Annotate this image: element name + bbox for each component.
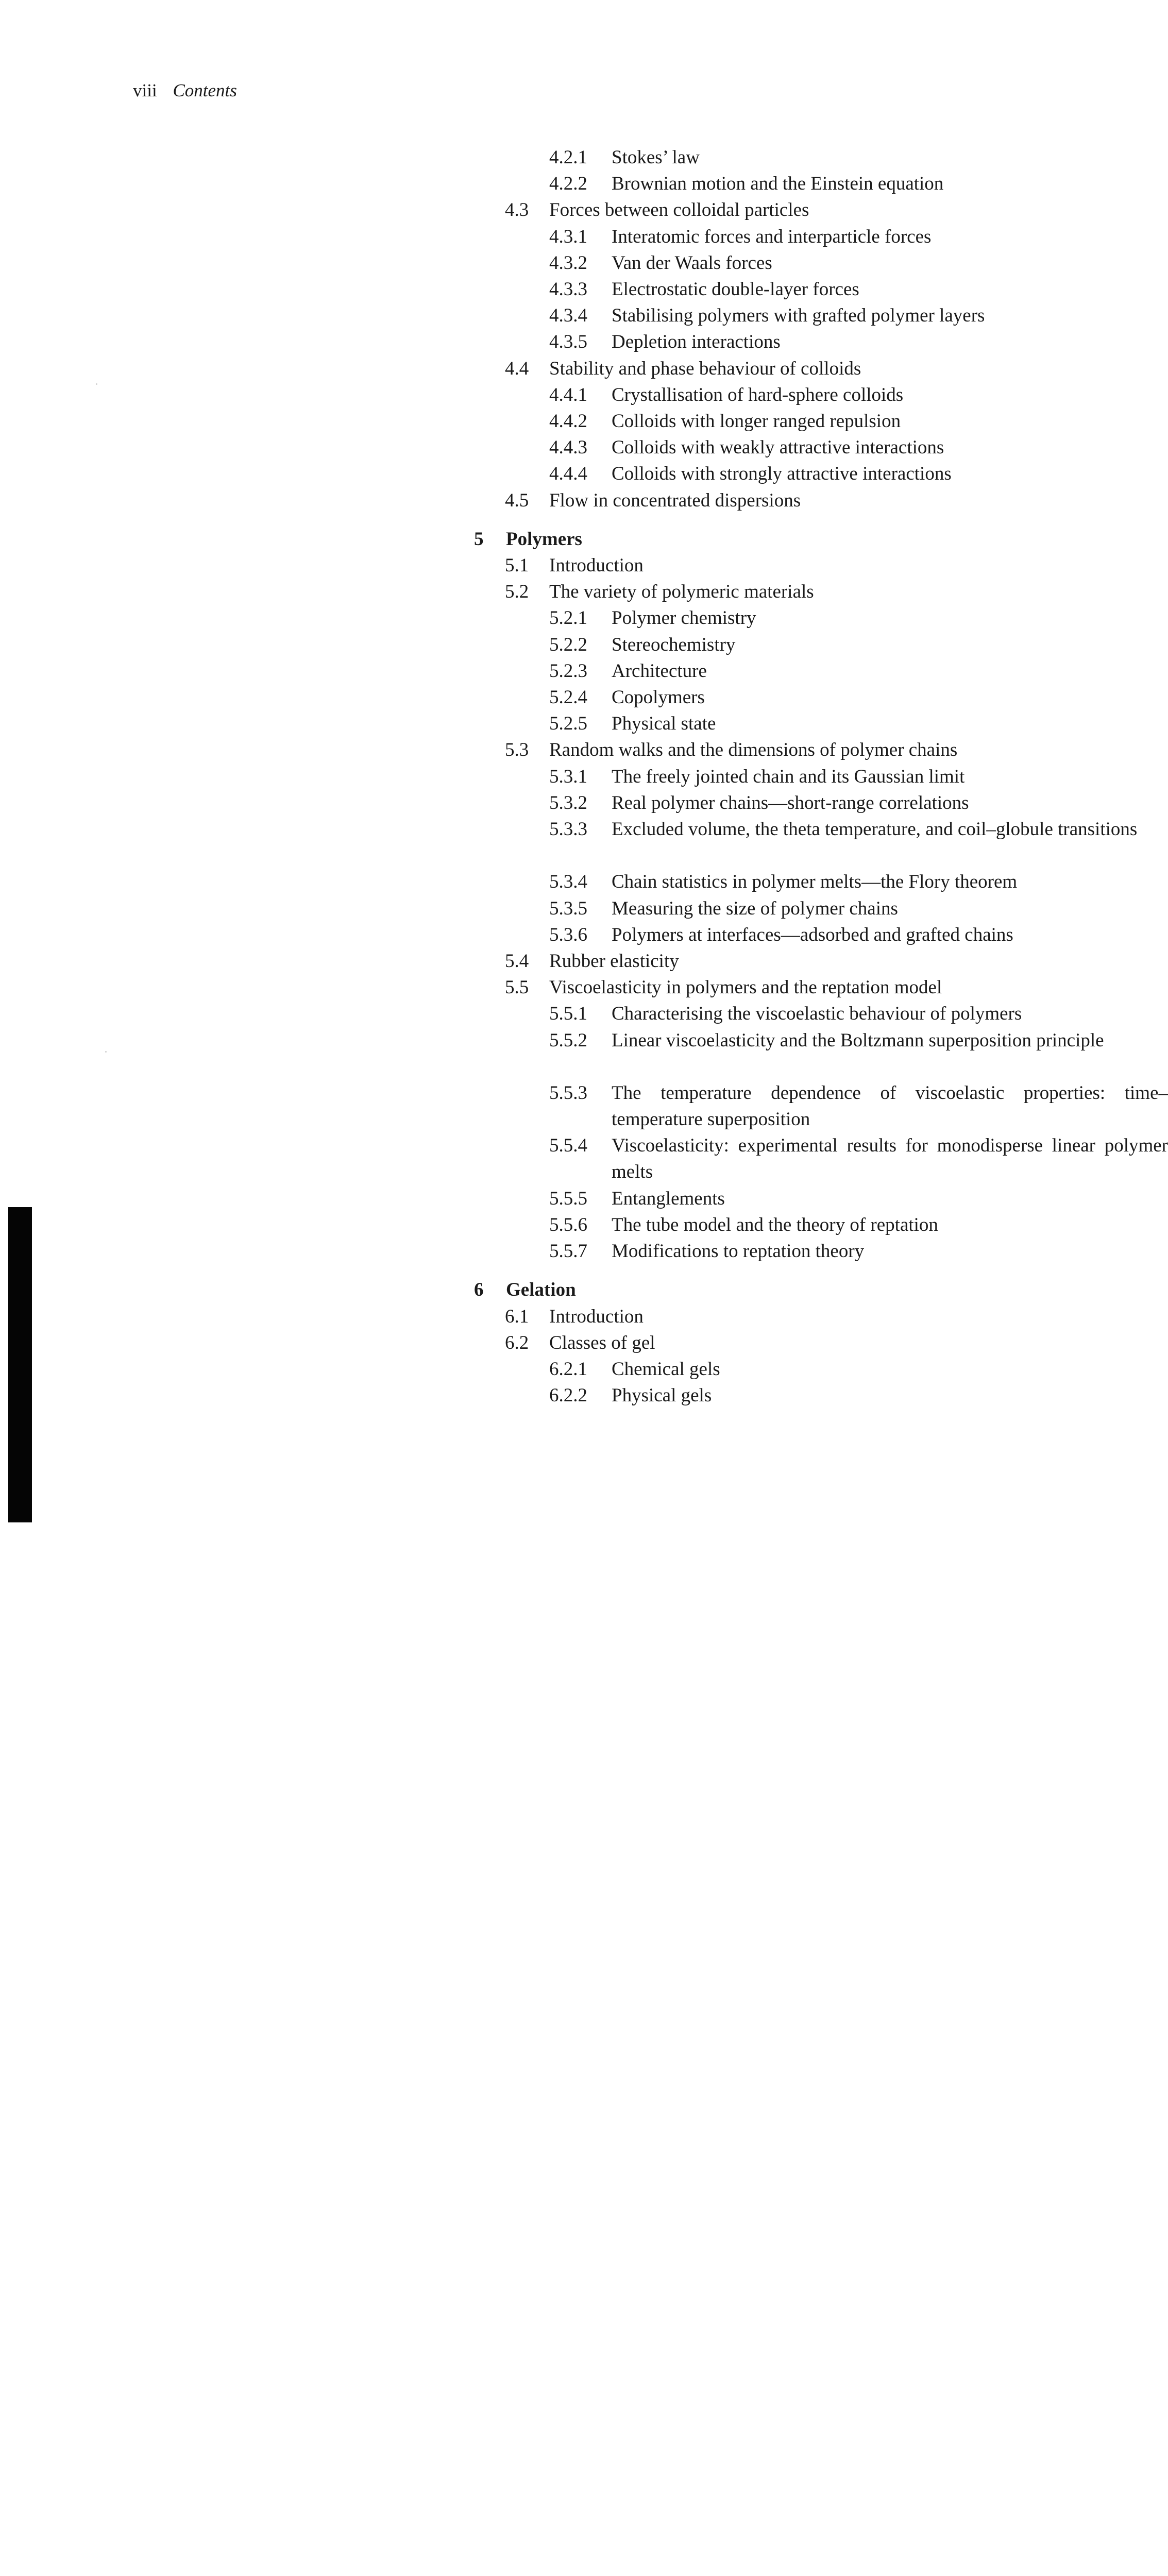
toc-subsection[interactable] <box>549 461 952 487</box>
toc-number: 4.4.1 <box>549 384 587 405</box>
toc-title: Classes of gel <box>549 1332 655 1353</box>
toc-section[interactable] <box>505 1330 655 1356</box>
toc-number: 5.3.5 <box>549 898 587 919</box>
toc-subsection[interactable] <box>549 869 1017 895</box>
toc-title: Stability and phase behaviour of colloids <box>549 358 861 379</box>
toc-subsection[interactable] <box>549 684 705 710</box>
toc-number: 4.3.2 <box>549 252 587 274</box>
toc-title: Viscoelasticity in polymers and the reptation model <box>549 977 942 998</box>
toc-title: Gelation <box>506 1279 576 1300</box>
toc-title: Copolymers <box>612 687 705 708</box>
toc-subsection[interactable] <box>549 1027 1168 1054</box>
toc-title: The variety of polymeric materials <box>549 581 814 602</box>
toc-number: 6 <box>474 1279 484 1300</box>
toc-number: 5.5.3 <box>549 1082 587 1104</box>
toc-subsection[interactable] <box>549 250 772 276</box>
toc-number: 4.2.1 <box>549 147 587 168</box>
toc-title: Crystallisation of hard-sphere colloids <box>612 384 904 405</box>
toc-subsection[interactable] <box>549 1382 712 1409</box>
toc-subsection[interactable] <box>549 329 781 355</box>
toc-subsection[interactable] <box>549 658 707 684</box>
toc-title: The temperature dependence of viscoelastic properties: time–temperature superposition <box>612 1082 1168 1130</box>
toc-section[interactable] <box>505 974 942 1001</box>
toc-subsection[interactable] <box>549 1132 1168 1185</box>
toc-title: Brownian motion and the Einstein equation <box>612 173 944 194</box>
toc-title: Real polymer chains—short-range correlations <box>612 792 969 814</box>
toc-number: 4.3.1 <box>549 226 587 247</box>
toc-number: 5.5.2 <box>549 1030 587 1051</box>
toc-number: 5.3 <box>505 739 529 760</box>
toc-subsection[interactable] <box>549 276 859 302</box>
toc-title: Stereochemistry <box>612 634 736 655</box>
toc-title: Van der Waals forces <box>612 252 772 274</box>
toc-number: 5.5.7 <box>549 1241 587 1262</box>
toc-number: 4.3.3 <box>549 279 587 300</box>
toc-subsection[interactable] <box>549 224 931 250</box>
toc-number: 5.1 <box>505 555 529 576</box>
toc-number: 5.5.5 <box>549 1188 587 1209</box>
toc-title: Electrostatic double-layer forces <box>612 279 859 300</box>
toc-title: Chain statistics in polymer melts—the Flory theorem <box>612 871 1018 892</box>
toc-subsection[interactable] <box>549 632 735 658</box>
running-title: Contents <box>173 80 237 100</box>
toc-number: 5.5.4 <box>549 1135 587 1156</box>
toc-title: Rubber elasticity <box>549 951 679 972</box>
toc-number: 5.5.1 <box>549 1003 587 1024</box>
toc-title: Architecture <box>612 660 707 682</box>
toc-number: 5.3.3 <box>549 819 587 840</box>
toc-number: 5.4 <box>505 951 529 972</box>
toc-title: Introduction <box>549 555 644 576</box>
toc-number: 5.3.2 <box>549 792 587 814</box>
toc-title: Physical gels <box>612 1385 712 1406</box>
toc-title: The tube model and the theory of reptation <box>612 1214 938 1235</box>
toc-subsection[interactable] <box>549 408 901 434</box>
toc-title: Viscoelasticity: experimental results for monodisperse linear polymer melts <box>612 1135 1168 1182</box>
toc-title: Measuring the size of polymer chains <box>612 898 898 919</box>
toc-subsection[interactable] <box>549 1185 725 1212</box>
toc-section[interactable] <box>505 197 809 223</box>
toc-number: 6.1 <box>505 1306 529 1327</box>
toc-number: 4.4.3 <box>549 437 587 458</box>
toc-subsection[interactable] <box>549 922 1013 948</box>
toc-number: 4.5 <box>505 490 529 511</box>
scan-speck <box>105 1051 107 1053</box>
page-number: viii <box>133 80 157 100</box>
toc-subsection[interactable] <box>549 1001 1022 1027</box>
toc-number: 4.3.5 <box>549 331 587 352</box>
toc-number: 5.3.1 <box>549 766 587 787</box>
toc-number: 4.3.4 <box>549 305 587 326</box>
toc-subsection[interactable] <box>549 790 969 816</box>
toc-number: 5.3.4 <box>549 871 587 892</box>
toc-subsection[interactable] <box>549 171 943 197</box>
toc-number: 6.2.1 <box>549 1359 587 1380</box>
toc-number: 5.2.5 <box>549 713 587 734</box>
toc-section[interactable] <box>505 552 644 579</box>
toc-subsection[interactable] <box>549 434 944 461</box>
scan-speck <box>96 383 97 385</box>
toc-title: Excluded volume, the theta temperature, and coil–globule transitions <box>612 819 1138 840</box>
toc-number: 5.2.3 <box>549 660 587 682</box>
toc-title: Stokes’ law <box>612 147 700 168</box>
toc-subsection[interactable] <box>549 1356 720 1382</box>
toc-title: Chemical gels <box>612 1359 720 1380</box>
toc-subsection[interactable] <box>549 1080 1168 1132</box>
toc-section[interactable] <box>505 355 861 382</box>
toc-number: 5.5 <box>505 977 529 998</box>
toc-number: 6.2.2 <box>549 1385 587 1406</box>
toc-number: 4.4.2 <box>549 411 587 432</box>
toc-title: Modifications to reptation theory <box>612 1241 865 1262</box>
toc-subsection[interactable] <box>549 144 700 171</box>
toc-title: Colloids with strongly attractive interactions <box>612 463 952 484</box>
toc-subsection[interactable] <box>549 1238 864 1264</box>
toc-title: The freely jointed chain and its Gaussian limit <box>612 766 965 787</box>
toc-number: 5.2.2 <box>549 634 587 655</box>
toc-subsection[interactable] <box>549 302 985 329</box>
toc-title: Colloids with weakly attractive interactions <box>612 437 944 458</box>
toc-number: 5 <box>474 529 484 550</box>
toc-subsection[interactable] <box>549 816 1168 842</box>
toc-subsection[interactable] <box>549 710 716 737</box>
toc-title: Characterising the viscoelastic behaviour of polymers <box>612 1003 1022 1024</box>
toc-section[interactable] <box>505 579 814 605</box>
toc-number: 4.3 <box>505 199 529 221</box>
toc-title: Depletion interactions <box>612 331 781 352</box>
scan-edge-mark <box>8 1207 32 1522</box>
toc-title: Linear viscoelasticity and the Boltzmann superposition principle <box>612 1030 1104 1051</box>
toc-subsection[interactable] <box>549 895 898 922</box>
toc-title: Flow in concentrated dispersions <box>549 490 801 511</box>
toc-number: 6.2 <box>505 1332 529 1353</box>
toc-subsection[interactable] <box>549 382 903 408</box>
toc-number: 4.2.2 <box>549 173 587 194</box>
toc-title: Forces between colloidal particles <box>549 199 809 221</box>
toc-chapter[interactable] <box>474 1277 576 1303</box>
toc-number: 5.2.4 <box>549 687 587 708</box>
toc-number: 5.2 <box>505 581 529 602</box>
toc-number: 4.4.4 <box>549 463 587 484</box>
toc-title: Stabilising polymers with grafted polymer layers <box>612 305 985 326</box>
toc-subsection[interactable] <box>549 605 756 631</box>
toc-subsection[interactable] <box>549 764 964 790</box>
toc-subsection[interactable] <box>549 1212 938 1238</box>
page-header <box>133 80 237 101</box>
toc-number: 5.2.1 <box>549 607 587 629</box>
toc-title: Polymer chemistry <box>612 607 756 629</box>
toc-title: Entanglements <box>612 1188 725 1209</box>
toc-title: Colloids with longer ranged repulsion <box>612 411 901 432</box>
toc-number: 5.3.6 <box>549 924 587 945</box>
toc-section[interactable] <box>505 948 679 974</box>
toc-title: Polymers <box>506 529 582 550</box>
toc-title: Physical state <box>612 713 716 734</box>
toc-section[interactable] <box>505 737 957 763</box>
toc-title: Introduction <box>549 1306 644 1327</box>
toc-number: 5.5.6 <box>549 1214 587 1235</box>
toc-title: Random walks and the dimensions of polymer chains <box>549 739 958 760</box>
toc-section[interactable] <box>505 1303 644 1330</box>
toc-number: 4.4 <box>505 358 529 379</box>
toc-section[interactable] <box>505 487 801 514</box>
toc-title: Interatomic forces and interparticle forces <box>612 226 932 247</box>
toc-title: Polymers at interfaces—adsorbed and grafted chains <box>612 924 1013 945</box>
toc-chapter[interactable] <box>474 526 582 552</box>
